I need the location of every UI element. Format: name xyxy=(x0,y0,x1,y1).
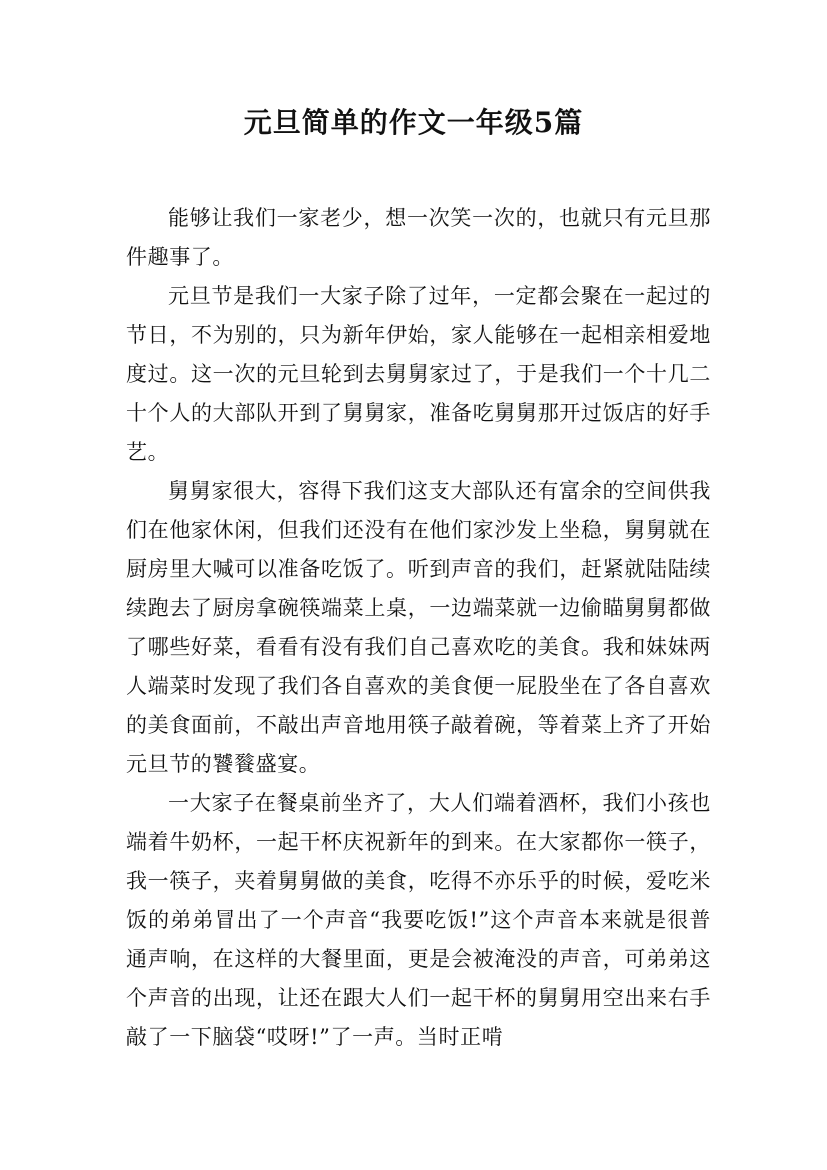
document-title: 元旦简单的作文一年级5篇 xyxy=(243,106,584,139)
paragraph: 元旦节是我们一大家子除了过年，一定都会聚在一起过的节日，不为别的，只为新年伊始，家人能够在一起相亲相爱地度过。这一次的元旦轮到去舅舅家过了，于是我们一个十几二十个人的大部队开到了舅舅家，准备吃舅舅那开过饭店的好手艺。 xyxy=(126,284,711,464)
paragraph: 舅舅家很大，容得下我们这支大部队还有富余的空间供我们在他家休闲，但我们还没有在他们家沙发上坐稳，舅舅就在厨房里大喊可以准备吃饭了。听到声音的我们，赶紧就陆陆续续跑去了厨房拿碗筷端菜上桌，一边端菜就一边偷瞄舅舅都做了哪些好菜，看看有没有我们自己喜欢吃的美食。我和妹妹两人端菜时发现了我们各自喜欢的美食便一屁股坐在了各自喜欢的美食面前，不敲出声音地用筷子敲着碗，等着菜上齐了开始元旦节的饕餮盛宴。 xyxy=(126,479,711,776)
document-body xyxy=(126,199,711,1057)
paragraph: 能够让我们一家老少，想一次笑一次的，也就只有元旦那件趣事了。 xyxy=(126,206,711,269)
paragraph: 一大家子在餐桌前坐齐了，大人们端着酒杯，我们小孩也端着牛奶杯，一起干杯庆祝新年的到来。在大家都你一筷子，我一筷子，夹着舅舅做的美食，吃得不亦乐乎的时候，爱吃米饭的弟弟冒出了一个声音“我要吃饭!”这个声音本来就是很普通声响，在这样的大餐里面，更是会被淹没的声音，可弟弟这个声音的出现，让还在跟大人们一起干杯的舅舅用空出来右手敲了一下脑袋“哎呀!”了一声。当时正啃 xyxy=(126,791,711,1049)
